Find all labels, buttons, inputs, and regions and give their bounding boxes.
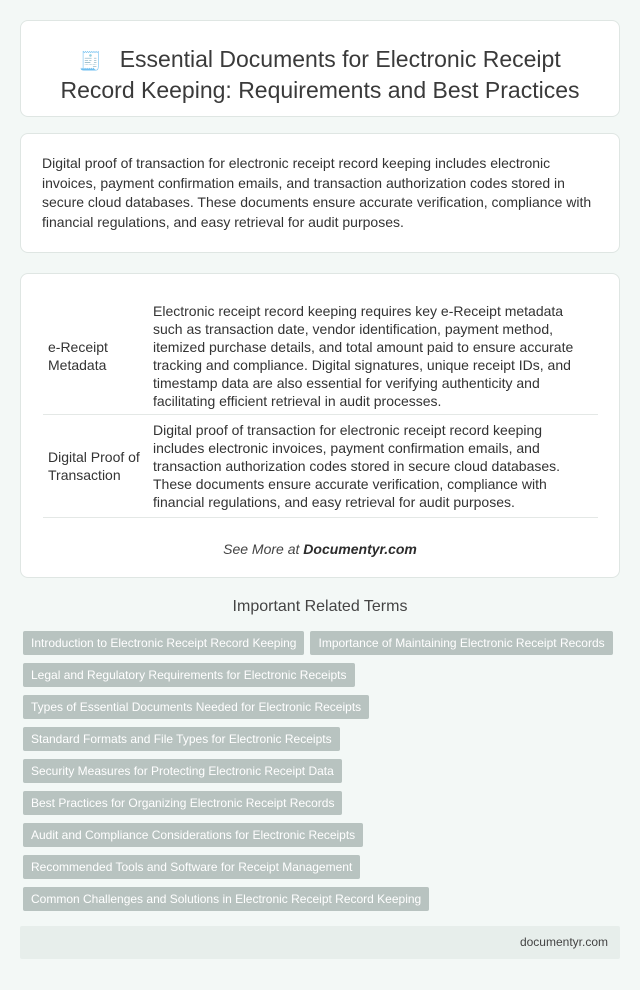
description-cell: Digital proof of transaction for electronic receipt record keeping includes electronic invoices, payment confirmation emails, and transaction authorization codes stored in secure cloud databases. These documents ensure accurate verification, compliance with financial regulations, and easy retrieval for audit purposes.	[148, 415, 598, 518]
see-more-prefix: See More at	[223, 541, 304, 557]
footer-site[interactable]: documentyr.com	[519, 935, 608, 949]
intro-paragraph: Digital proof of transaction for electronic receipt record keeping includes electronic invoices, payment confirmation emails, and transaction authorization codes stored in secure cloud databases. These documents ensure accurate verification, compliance with financial regulations, and easy retrieval for audit purposes.	[42, 155, 592, 230]
page-title	[21, 21, 619, 105]
see-more-link[interactable]	[21, 541, 619, 557]
intro-card	[20, 133, 620, 253]
related-term-tag[interactable]: Recommended Tools and Software for Receipt Management	[23, 855, 360, 879]
footer	[20, 926, 620, 959]
related-term-tag[interactable]: Introduction to Electronic Receipt Record Keeping	[23, 631, 304, 655]
details-table	[43, 298, 598, 518]
related-term-tag[interactable]: Common Challenges and Solutions in Electronic Receipt Record Keeping	[23, 887, 429, 911]
related-term-tag[interactable]: Legal and Regulatory Requirements for Electronic Receipts	[23, 663, 355, 687]
related-term-tag[interactable]: Security Measures for Protecting Electronic Receipt Data	[23, 759, 342, 783]
details-card	[20, 273, 620, 578]
table-row	[43, 298, 598, 415]
related-term-tag[interactable]: Types of Essential Documents Needed for Electronic Receipts	[23, 695, 369, 719]
related-term-tag[interactable]: Audit and Compliance Considerations for Electronic Receipts	[23, 823, 363, 847]
page-title-text: Essential Documents for Electronic Receipt Record Keeping: Requirements and Best Practices	[60, 46, 580, 103]
term-cell: Digital Proof of Transaction	[43, 415, 148, 518]
related-term-tag[interactable]: Standard Formats and File Types for Electronic Receipts	[23, 727, 340, 751]
description-cell: Electronic receipt record keeping requires key e-Receipt metadata such as transaction date, vendor identification, payment method, itemized purchase details, and total amount paid to ensure accurate tracking and compliance. Digital signatures, unique receipt IDs, and timestamp data are also essential for verifying authenticity and facilitating efficient retrieval in audit processes.	[148, 298, 598, 415]
related-term-tag[interactable]: Importance of Maintaining Electronic Receipt Records	[310, 631, 612, 655]
related-term-tag[interactable]: Best Practices for Organizing Electronic Receipt Records	[23, 791, 342, 815]
receipt-document-icon: 🧾	[79, 51, 102, 71]
term-cell: e-Receipt Metadata	[43, 298, 148, 415]
related-terms-heading: Important Related Terms	[232, 598, 408, 615]
table-row	[43, 415, 598, 518]
related-terms-list	[23, 631, 623, 919]
title-card	[20, 20, 620, 117]
see-more-site[interactable]: Documentyr.com	[303, 541, 417, 557]
